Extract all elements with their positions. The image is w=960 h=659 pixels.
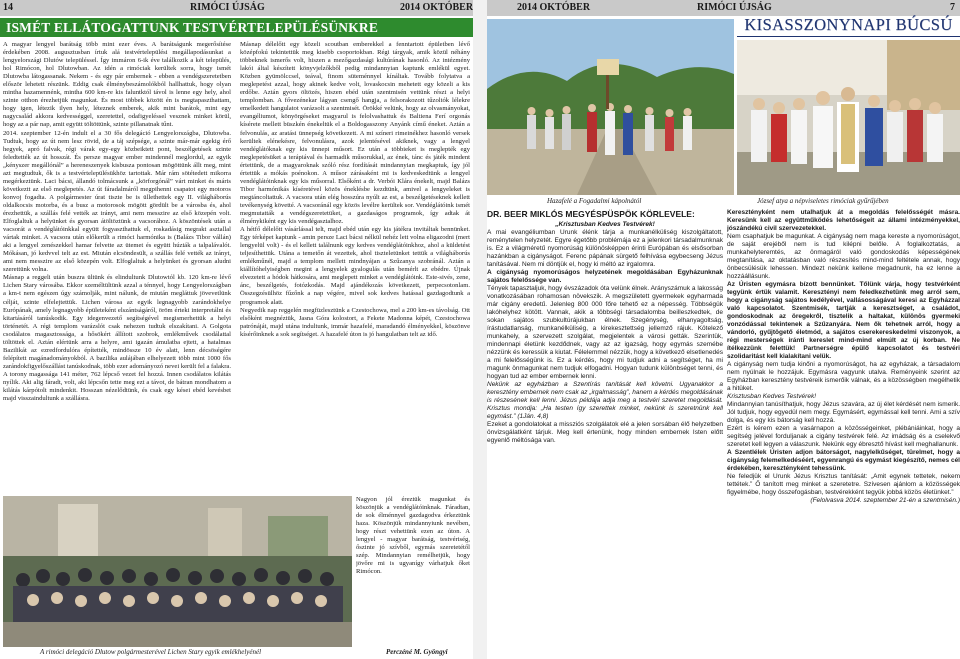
- letter-paragraph-6: Keresztényként nem utalhatjuk át a megoldás felelősségét másra. Keresünk kell az együttműködés lehetőségeit az állami intézményekkel, jószándékú civil szervezetekkel.: [727, 209, 960, 232]
- letter-paragraph-10: Krisztusban Kedves Testvérek!: [727, 393, 816, 400]
- priest-photo-image: [737, 40, 960, 195]
- left-col2-paragraph-1: Másnap délelőtt egy közeli scoutban emberekkel a fenntartott épületben lévő középfokú tekintettük meg kisebb csoportokban. Régi tárgyak, amik közül néhány többeknek ismerős volt, hiszen a mezőgazdasági kultúrának hasonló. Az intézmény lakói által készített könyvjelzőkből pedig mindannyian kaptunk emlékül egyet. Közben gyümölccsel, teával, finom süteménnyel kínáltak. Tovább folytatva a meglepetést azzal, hogy akinek kedve volt, lovaskocsin mehetett egy közeli a kis erdőbe. Aztán gyors öltözés, hiszen ebéd után szentmisén vettünk részt a helyi templomban. A fővezénekar lágyan csengő hangja, a felsorakozott tűzoltók lélekre emelkedett hangulatot varázsolt a szentmisét. Örökké velünk, hogy az olvasmányokat, evangéliumot, könyörgéseket magyarul is felolvashattuk és Baltiena Ferí orgonás kísérete mellett büszkén énekeltük el a Boldogasszony Anyánk című éneket. Aztán a felvonulás, az aratási ünnepség következett. A mi színeri rimeinékhez hasonló versek kerültek elénekésre, felvonulásra, azok jelentésével akiknek, vagy a lengyel vendéglátóknak egy kis ünnepi műsort. Ez után a többieket is meglepték egy meglepetésüket a terápiával és harmadik műsorukkal, az ének, tánc és játék mindent értettünk, de a magyaroknak szóló rész fordítását mindannyian megkaptuk, így jól értettük a mókás poénokon. A műsor zárásaként mi is kedveskedtünk a lengyel vendéglátóinknak egy kis műsorral. Elsőként a dr. Verbói Klára énekelt, majd Balázs Tibor harmónikás kíséretével közös éneklésbe kezdtünk, amivel a lengyeleket is megtáncoltattuk. A vacsora után elég hosszúra nyúlt az est, a beszélgetéseknek kellett tevékenység követté. A vacsoránál egy közös levélre kerültek sor. Vendéglátóink ismét megmutatták a vendégszeretetüket, a gazdaságos programok, így adtak át élménykiként egy kis vendégasztalhoz.: [240, 41, 470, 226]
- letter-paragraph-14: Ne feledjük el Urunk Jézus Krisztus tanítását: „Amit egynek tettetek, nekem tettétek.” Ő tanított meg minket a szeretetre. Szívesen ajánlom a közösségek figyelmébe, hogy összefogásban, testvérekként tegyük jobbá közös életünket.”: [727, 473, 960, 496]
- letter-paragraph-5: Ezeket a gondolatokat a missziós szolgálatok elé a jelen sorsában élő helyzetben önvizsgálatként tárjuk. Meg kell értenünk, hogy minden embernek Isten előtt egyenlő méltósága van.: [487, 421, 723, 444]
- letter-paragraph-11: Mindannyian tanúsíthatjuk, hogy Jézus szavára, az új élet kérdését nem ismerik. Jól tudjuk, hogy egyedül nem megy. Egymásért, egymással kell tenni. Ami a szív dolga, és egy kis bátorság kell hozzá.: [727, 401, 960, 424]
- procession-photo-caption: Hazafelé a Fogadalmi kápolnától: [547, 197, 642, 205]
- procession-photo: [487, 19, 734, 195]
- letter-paragraph-13: A Szentlélek Úristen adjon bátorságot, nagylelkűséget, türelmet, hogy a cigányság felemelkedéséért, egyenrangú és egymást kiegészítő, nemes cél érdekében, keresztényként tehessünk.: [727, 449, 960, 472]
- right-page-title: KISASSZONYNAPI BÚCSÚ: [744, 15, 953, 34]
- priest-photo-caption: József atya a népviseletes rimóciak gyűrűjében: [757, 197, 889, 205]
- group-photo: [3, 496, 352, 647]
- left-col1-paragraph-2: 2014. szeptember 12-én indult el a 30 fős delegáció Lengyelországba, Dlutowba. Tudtuk, hogy az út nem lesz rövid, de a táj szépsége, a szinte már-már egekig érő hegyek, apró falvak, régi várak egy-egy közbeiktett pont, beszélgetések szinte feledtették az út hosszát. És persze magyar ember mindennél meglordul, az egyik „kényszer megállónál” a hereneszenyek kisbusza pontosan mögöttünk állt meg, mint azt megtudtuk, ők is a testvértelepülésükhöz tartottak. Már rám sötétedett mikorra megérkeztünk. Laci bácsi, állandó tolmácsunk a „körforgónál” várt minket és máris következtt az első meglepetés. Az út fáradalmáról megpihenni csapatot egy motoros konvoj fogadta. A polgármester úrat tiszte be is üllethettek egy II. világháborús oldalkocsis motorba, és a busz a motorosok mögött gördült be a városba és, ahol érezhettük, a szállás felé vették az irányt, ami nem messzire az első közepén volt. Elfoglaltuk a helyünket és gyorsan átöltöztünk a vacsorához. A köszöntések után a vacsorát a vendéglátóinkkal együtt fogyaszthattuk el, roskadásig megrakt asztallal vártak minket. A vacsora után előkerült a rimóci harmónika is (Balázs Tibor vállán) aki a lengyel zenészekkel hamar felvette az ütemet és együtt húzták a talpalávalót. Mókásan, jó kedvvel telt az est. Miután elcsöndesült, a szállás felé vették az irányt, ami nem messzire az első közepén volt. Elfoglaltuk a helyünket és gyorsan aludni szerettünk volna.: [3, 129, 231, 274]
- title-underline: [737, 36, 960, 37]
- letter-paragraph-3: Tények tapasztaljuk, hogy évszázadok óta velünk élnek. Arányszámuk a lakosság vonatkozásában rohamosan növekszik. A megszületett gyermekek egyharmada már cigány eredetű. Jelenleg 800 000 főre tehető ez a népesség. Többségük lakóhelyhez kötött. Vannak, akik a többségi társadalomba beilleszkedtek, de sokan sajátos szubkultúrájukban élnek. Szegénység, elhanyagoltság, írástudatlanság, munkanélküliség, a kirekesztettség jellemző rájuk. Kötelező munkahely, a szervezett szolgálat, megjelentek a városi getták. Szerintük, mindennapi életünk kezdődnek, vagy az az igazság, hogy egymás szemébe nézzünk és keressük a kiutat. Félelemmel nézzük, hogy a következő elsetlenedés a mi felelősségünk is. Ez a kérdés, hogy mi tudjuk adni a segítséget, ha mi magunk önmagunkat nem tudjuk elfogadni. Hogyan tudunk különbséget tenni, és hogyan tud az ember embernek lenni.: [487, 285, 723, 380]
- left-issue-date: 2014 OKTÓBER: [400, 2, 473, 13]
- right-paper-name: RIMÓCI ÚJSÁG: [697, 2, 772, 13]
- right-page-number: 7: [950, 2, 955, 13]
- group-photo-caption: A rimóci delegáció Dlutow polgármesterével Lichen Stary egyik emlékhelyénél: [40, 648, 262, 656]
- article-banner: [0, 18, 473, 37]
- group-photo-image: [3, 496, 352, 647]
- letter-greeting: „Krisztusban Kedves Testvérek!: [555, 221, 655, 228]
- letter-signature: (Felolvasva 2014. szeptember 21-én a szentmisén.): [810, 497, 960, 504]
- left-page: [0, 0, 473, 659]
- priest-photo: [737, 40, 960, 195]
- letter-heading: DR. BEER MIKLÓS MEGYÉSPÜSPÖK KÖRLEVELE:: [487, 209, 695, 219]
- letter-column-2: [727, 209, 960, 657]
- left-column-2-tail: [356, 496, 470, 650]
- letter-paragraph-4: Nekünk az egyházban a Szentírás tanítását kell követni. Ugyanakkor a keresztény embernek nem csak az „irgalmasság”, hanem a kérdés megoldásának is részesének kell lenni. Jézus példája adja meg a testvéri szeretet megoldását. Krisztus mondja: „Ha testen így szerettek minket, nekünk is szeretnünk kell egymást.” (1Ján. 4,8): [487, 381, 723, 420]
- left-col1-paragraph-1: A magyar lengyel barátság több mint ezer éves. A barátságunk megerősítése érdekében 2008. augusztusban írtuk alá testvértelepülési megállapodásunkat a lengyelországi Dlutów településsel. Így immáron 6-ik éve találkozik a két település, hol Rimócon, hol Dlutowban. Az idén a rimóciak kerültek sorra, hogy ismét Dlutowba látogassanak. Nekem - és egy pár embernek - ebben a vendégszeretetben először lehetett részünk. Eddig csak élménybeszámolókból hallhattuk, hogy olyan mintha hazamennénk, mintha 600 km-re kis faluntktól távol is lenne egy hely, ahol szinte otthon érezhetjük magunkat. És most többek között én is megtapaszthattam, hogy igen, létezik ilyen hely, léteznek emberek, akik mint barátok, mint egy nagycsalád akkora kedvességgel, szeretettel, odafigyeléssel vesznek minket körül, hogy az a pár nap, amit együtt töltöttünk, szinte pillanatnak tűnt.: [3, 41, 231, 129]
- page-gutter: [473, 0, 487, 659]
- letter-paragraph-7: Nem csaphatjuk be magunkat. A cigányság nem maga kereste a nyomorúságot, de saját erejéből nem is tud kilépni belőle. A foglalkoztatás, a munkahelyteremtés, az önmagáról való gondoskodás képességének megtanítása, az oktatásban való részesítés mind-mind feltétele annak, hogy önbecsülésük lehessen. Mindezt nekünk kellene megadnunk, ha ez lenne a hozzáállásunk.: [727, 233, 960, 280]
- article-title: ISMÉT ELLÁTOGATTUNK TESTVÉRTELEPÜLÉSÜNKRE: [6, 20, 379, 35]
- letter-paragraph-12: Ezért is kérem ezen a vasárnapon a közösségeinket, plébániáinkat, hogy a segítség jelével forduljanak a cigány testvérek felé. Az imádság és a cselekvő szeretet kell legyen a válaszunk. Nekünk egy ébresztő hívást kell meghallanunk.: [727, 425, 960, 448]
- left-column-2: [240, 41, 470, 493]
- letter-paragraph-2: A cigányság nyomorúságos helyzetének megoldásában Egyházunknak sajátos felelőssége van.: [487, 269, 723, 284]
- right-issue-date: 2014 OKTÓBER: [517, 2, 591, 13]
- procession-photo-image: [487, 19, 734, 195]
- letter-paragraph-8: Az Úristen egymásra bízott bennünket. Tőlünk várja, hogy testvérként tegyünk értük valamit. Keresztényi nem feledkezhetünk meg arról sem, hogy a cigányság sajátos kedélyével, vallásosságával keresi az Egyházzal való kapcsolatot. Szentmisék, tartják a keresztséget, a családot, gondoskodnak az öregekről, tisztelik a haltakat, különös gyermeki vonzódással tekintenek a Szűzanyára. Nem ők tehetnek arról, hogy a vándorló, gyűjtögető életmód, a sajátos cserekereskedelmi viszonyok, a régi mesterségek iránti kereslet mind-mind elmúlt az új korban. Ne ítélkezzünk felettük! Partnerségre épülő kapcsolatot és testvéri szolidaritást kell kialakítani velük.: [727, 281, 960, 360]
- left-col2-paragraph-2: A hétfő délelőtt vásárlással telt, majd ebéd után egy kis játékra invitáltak bennünket. Egy térképet kaptunk - amin persze Laci bácsi nélkül nehéz lett volna eligazodni (mert lengyelül volt) - és el kellett találnunk egy kedves vendéglátóinkhoz, ahol a küldetést teljesíthettük. Utána a temetőn át vezettek, ahol tiszteletünket tettük a világháborús emlékműnél, majd a templom mellett mindnyájan a Szűzanya szobránál. Aztán a kiállítóhelyiségben megint a lengyelek gyalogulás után bemérlt az ebédre. Újnak elvezetett a hódok hátkosára, ami meglepett minket a vendéglátóink. Este-sivés, zene, ánc, beszélgetés, fotózkodás. Majd ajándékozás következett, perpecsotonlam. Összegzésülhöz fűzőnk a nap végére, mivel sok kedves hatással gazdagodtunk a programok alatt.: [240, 226, 470, 306]
- letter-paragraph-9: A cigányság nem tudja kinőni a nyomorúságot, ha az egyházak, a társadalom nem nyúlnak le hozzájuk. Egymásra vagyunk utalva. Reményeink szerint az Egyházban keresztény testvéreik ismerőik válnak, és a közösségben megélhetik a hitüket.: [727, 361, 960, 392]
- left-page-number: 14: [3, 2, 13, 13]
- article-author: Perczéné M. Gyöngyi: [386, 648, 448, 656]
- letter-paragraph-1: A mai evangéliumban Urunk élénk tárja a munkanélküliség kiszolgáltatott, reménytelen helyzetét. Egyre égetőbb problémája ez a jelenkori társadalmunknak is. Ez a világméretű nyomorúság különösképpen érinti Európában és elsősorban hazánkban a cigányságot. Ferenc pápának sürgető felhívása egybecseng Jézus tanításával. Nem mi döntjük el, hogy ki méltó az irgalomra.: [487, 229, 723, 268]
- left-paper-name: RIMÓCI ÚJSÁG: [190, 2, 265, 13]
- left-col2-tail-text: Nagyon jól éreztük magunkat és köszönjük a vendéglátóinknak. Fáradtan, de sok élménnyel gazdagodva érkeztünk haza. Köszönjük mindannyiunk nevében, hogy részt vehettünk ezen az úton. A lengyel - magyar barátság, testvériség, őszinte jó szívből, egymás szeretetétől szép. Mindannyian remélhetjük, hogy jövőre mi is ugyanígy várhatjuk őket Rimócon.: [356, 496, 470, 576]
- letter-column-1: [487, 209, 723, 657]
- left-col1-paragraph-3: Másnap a reggeli után buszra ültünk és elindultunk Dlutowtól kb. 120 km-re lévő Lichen Stary városába. Ekkor személtültünk azzal a ténnyel, hogy Lengyelországban a km-t nem egészen úgy számolják, mint nálunk, de miután megláttuk jövevetlünk célját, szinte elfelejtettük. Lichen városa az egyik legnagyobb zarándokhelye Európának, amely legnagyobb épületeként elszántságáról, öröm érteki interpretálni és kitartásáról tanúskodik. Egy idegenvezető segítségével megismerhettük a helyi történetét. A régi templom varázslót csak nehezen tudtuk elszakítani. A Golgota csodálatos magasztossága, a hősökért állított szobrok, emlékművek csodálattal töltöttek el. Aztán elértünk arra a helyre, ami igazán ámulatba ejtett, a hatalmas Bazilikát az ezredfordulóra építették, mindössze 10 év alatt, lenn décsöségére felépített magánadományokból. A bazilika aulájában elhelyezett több mint 1000 fős zarándokfigyelőszállást tanúskodnak, több ezer adományozó nevei került fel a falakra. A torony magassága 141 méter, 762 lépcső vezet fel hozzá. Innen csodálatos kilátás nyílik. Aki alig fáradt, volt, aki lépcsőn tette meg ezt a távot, de bátran mondhatom a kilátás kárpótolt mindenkit. Hosszan nézelődtünk, és csak egy kései ebéd kevésbet majd visszaindultunk a szállásra.: [3, 274, 231, 403]
- left-col2-paragraph-3: Negyedik nap reggelén megfüzlesztünk a Czestochowa, mel a 200 km-es távolság. Ott elsőként megnéztük, Jasna Góra kolostort, a Fekete Madonna képét, Czestochowa patrónáját, majd utána indultunk, immár hazafelé, maradandó élményekkel, köszönve kísérőinknek a sok segítséget. A hazafelé úton is jó hangulatban telt az idő.: [240, 306, 470, 338]
- right-page: [487, 0, 960, 659]
